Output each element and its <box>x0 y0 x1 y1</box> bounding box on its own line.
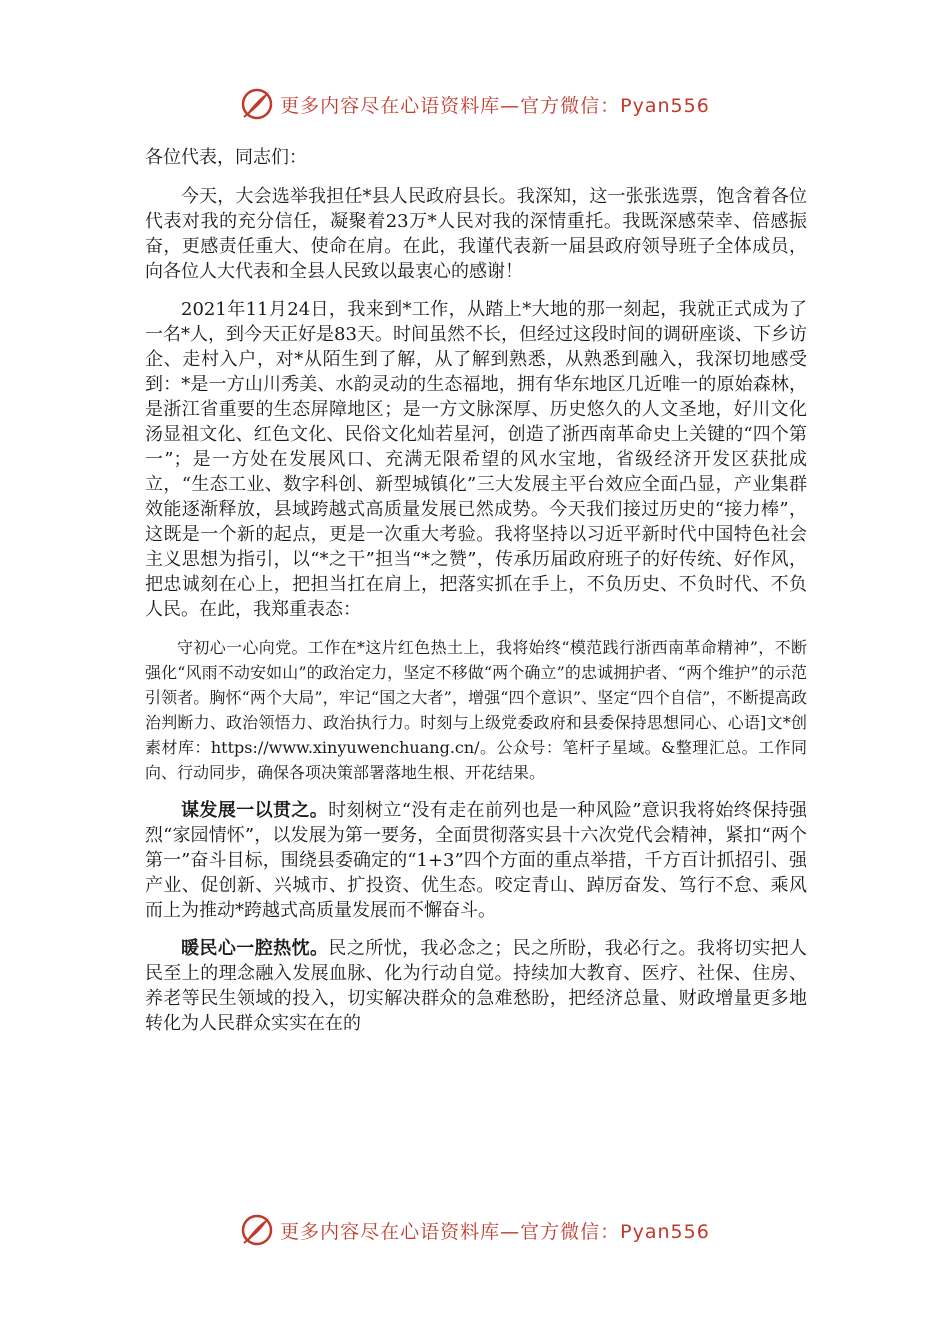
development-lead: 谋发展一以贯之。 <box>181 800 329 821</box>
header-banner-text: 更多内容尽在心语资料库—官方微信：Pyan556 <box>280 94 710 117</box>
paragraph-livelihood <box>145 936 807 1036</box>
quill-logo-icon <box>240 1213 274 1247</box>
livelihood-lead: 暖民心一腔热忱。 <box>181 938 329 959</box>
paragraph-development <box>145 798 807 923</box>
greeting: 各位代表，同志们： <box>145 147 307 168</box>
paragraph-opening: 今天，大会选举我担任*县人民政府县长。我深知，这一张张选票，饱含着各位代表对我的充分信任，凝聚着23万*人民对我的深情重托。我既深感荣幸、倍感振奋，更感责任重大、使命在肩。在此，我谨代表新一届县政府领导班子全体成员，向各位人大代表和全县人民致以最衷心的感谢！ <box>145 186 807 282</box>
livelihood-body: 民之所忧，我必念之；民之所盼，我必行之。我将切实把人民至上的理念融入发展血脉、化为行动自觉。持续加大教育、医疗、社保、住房、养老等民生领域的投入，切实解决群众的急难愁盼，把经济总量、财政增量更多地转化为人民群众实实在在的 <box>145 938 808 1034</box>
header-banner <box>0 84 950 124</box>
paragraph-loyalty: 守初心一心向党。工作在*这片红色热土上，我将始终“模范践行浙西南革命精神”，不断强化“风雨不动安如山”的政治定力，坚定不移做“两个确立”的忠诚拥护者、“两个维护”的示范引领者。胸怀“两个大局”，牢记“国之大者”，增强“四个意识”、坚定“四个自信”，不断提高政治判断力、政治领悟力、政治执行力。时刻与上级党委政府和县委保持思想同心、心语]文*创素材库：https://www.xinyuwenchuang.cn/。公众号：笔杆子星域。&整理汇总。工作同向、行动同步，确保各项决策部署落地生根、开花结果。 <box>145 638 807 782</box>
footer-banner <box>0 1210 950 1250</box>
footer-banner-text: 更多内容尽在心语资料库—官方微信：Pyan556 <box>280 1220 710 1243</box>
paragraph-impressions: 2021年11月24日，我来到*工作，从踏上*大地的那一刻起，我就正式成为了一名*人，到今天正好是83天。时间虽然不长，但经过这段时间的调研座谈、下乡访企、走村入户，对*从陌生到了解，从了解到熟悉，从熟悉到融入，我深切地感受到：*是一方山川秀美、水韵灵动的生态福地，拥有华东地区几近唯一的原始森林，是浙江省重要的生态屏障地区；是一方文脉深厚、历史悠久的人文圣地，好川文化汤显祖文化、红色文化、民俗文化灿若星河，创造了浙西南革命史上关键的“四个第一”；是一方处在发展风口、充满无限希望的风水宝地，省级经济开发区获批成立，“生态工业、数字科创、新型城镇化”三大发展主平台效应全面凸显，产业集群效能逐渐释放，县域跨越式高质量发展已然成势。今天我们接过历史的“接力棒”，这既是一个新的起点，更是一次重大考验。我将坚持以习近平新时代中国特色社会主义思想为指引，以“*之干”担当“*之赞”，传承历届政府班子的好传统、好作风，把忠诚刻在心上，把担当扛在肩上，把落实抓在手上，不负历史、不负时代、不负人民。在此，我郑重表态： <box>145 299 807 620</box>
document-body <box>145 145 807 1049</box>
development-body: 时刻树立“没有走在前列也是一种风险”意识我将始终保持强烈“家园情怀”，以发展为第一要务，全面贯彻落实县十六次党代会精神，紧扣“两个第一”奋斗目标，围绕县委确定的“1+3”四个方面的重点举措，千方百计抓招引、强产业、促创新、兴城市、扩投资、优生态。咬定青山、踔厉奋发、笃行不怠、乘风而上为推动*跨越式高质量发展而不懈奋斗。 <box>145 800 807 921</box>
quill-logo-icon <box>240 87 274 121</box>
